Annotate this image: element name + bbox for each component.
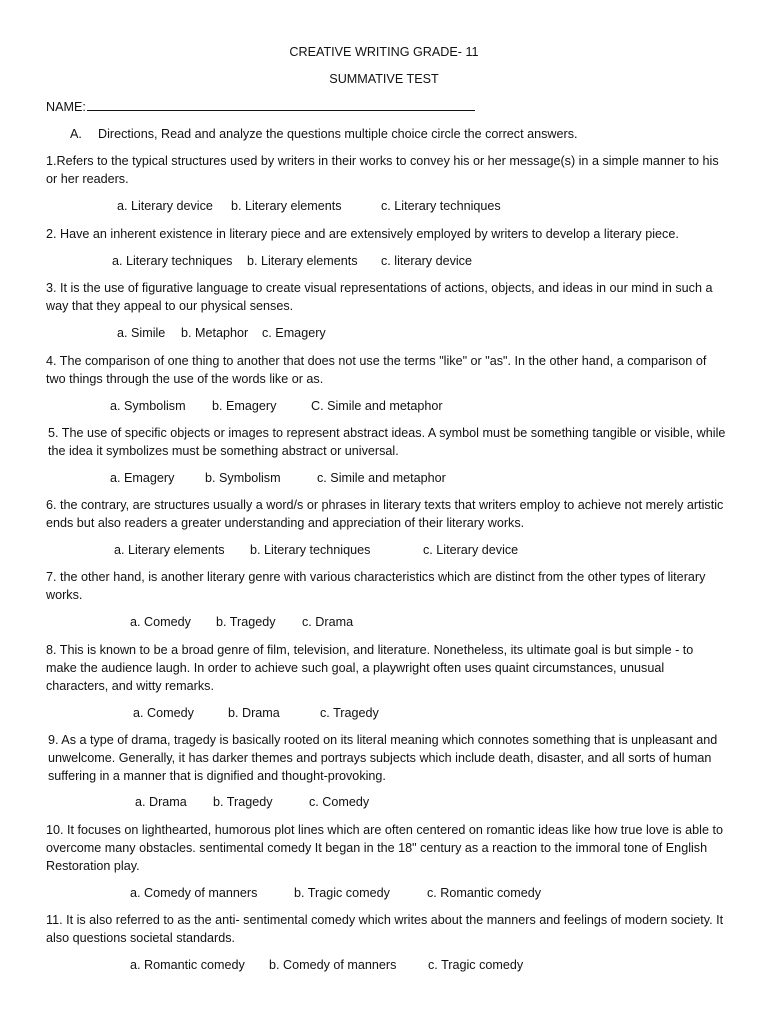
- directions-text: Directions, Read and analyze the questions multiple choice circle the correct answers.: [98, 127, 578, 141]
- choice-1a[interactable]: a. Literary device: [117, 199, 213, 213]
- question-3: 3. It is the use of figurative language to create visual representations of actions, objects, and ideas in our mind in such a way that they appeal to our physical senses.: [46, 281, 713, 313]
- choice-9c[interactable]: c. Comedy: [309, 795, 370, 809]
- name-label: NAME:: [46, 100, 86, 114]
- choice-8c[interactable]: c. Tragedy: [320, 706, 379, 720]
- question-6: 6. the contrary, are structures usually a word/s or phrases in literary texts that writers employ to achieve not merely artistic ends but also readers a greater understanding and appreciation of their literary works.: [46, 498, 724, 530]
- choice-4c[interactable]: C. Simile and metaphor: [311, 399, 443, 413]
- choice-4a[interactable]: a. Symbolism: [110, 399, 186, 413]
- question-8: 8. This is known to be a broad genre of film, television, and literature. Nonetheless, its ultimate goal is but simple - to make the audience laugh. In order to achieve such goal, a playwright often uses quaint circumstances, unusual characters, and witty remarks.: [46, 643, 694, 693]
- choice-6c[interactable]: c. Literary device: [423, 543, 519, 557]
- choice-11a[interactable]: a. Romantic comedy: [130, 958, 245, 972]
- document-subtitle: SUMMATIVE TEST: [329, 72, 439, 86]
- choice-2a[interactable]: a. Literary techniques: [112, 254, 233, 268]
- choice-7a[interactable]: a. Comedy: [130, 615, 191, 629]
- choice-9b[interactable]: b. Tragedy: [213, 795, 273, 809]
- document-title: CREATIVE WRITING GRADE- 11: [289, 45, 479, 59]
- choice-2b[interactable]: b. Literary elements: [247, 254, 358, 268]
- question-10: 10. It focuses on lighthearted, humorous plot lines which are often centered on romantic ideas like how true love is able to overcome many obstacles. sentimental comedy It began in the 18" century as a reaction to the immoral tone of English Restoration play.: [46, 823, 723, 873]
- choice-9a[interactable]: a. Drama: [135, 795, 187, 809]
- choice-5b[interactable]: b. Symbolism: [205, 471, 281, 485]
- directions-letter: A.: [70, 127, 82, 141]
- choice-4b[interactable]: b. Emagery: [212, 399, 277, 413]
- choice-11c[interactable]: c. Tragic comedy: [428, 958, 524, 972]
- question-9: 9. As a type of drama, tragedy is basically rooted on its literal meaning which connotes something that is unpleasant and unwelcome. Generally, it has darker themes and portrays subjects which include death, disaster, and all sorts of human suffering in a manner that is dignified and thought-provoking.: [48, 733, 718, 783]
- choice-3b[interactable]: b. Metaphor: [181, 326, 249, 340]
- question-2: 2. Have an inherent existence in literary piece and are extensively employed by writers to develop a literary piece.: [46, 227, 679, 241]
- question-11: 11. It is also referred to as the anti- sentimental comedy which writes about the manners and feelings of modern society. It also questions societal standards.: [46, 913, 724, 945]
- choice-1c[interactable]: c. Literary techniques: [381, 199, 501, 213]
- name-field: [46, 98, 475, 116]
- choice-7b[interactable]: b. Tragedy: [216, 615, 276, 629]
- question-7: 7. the other hand, is another literary genre with various characteristics which are distinct from the other types of literary works.: [46, 570, 706, 602]
- choice-5a[interactable]: a. Emagery: [110, 471, 175, 485]
- choice-8a[interactable]: a. Comedy: [133, 706, 194, 720]
- choice-10b[interactable]: b. Tragic comedy: [294, 886, 390, 900]
- choice-3a[interactable]: a. Simile: [117, 326, 166, 340]
- choice-3c[interactable]: c. Emagery: [262, 326, 326, 340]
- choice-10a[interactable]: a. Comedy of manners: [130, 886, 258, 900]
- choice-1b[interactable]: b. Literary elements: [231, 199, 342, 213]
- name-blank-line: [87, 98, 475, 111]
- choice-6b[interactable]: b. Literary techniques: [250, 543, 371, 557]
- choice-10c[interactable]: c. Romantic comedy: [427, 886, 542, 900]
- choice-6a[interactable]: a. Literary elements: [114, 543, 225, 557]
- question-4: 4. The comparison of one thing to another that does not use the terms "like" or "as". In the other hand, a comparison of two things through the use of the words like or as.: [46, 354, 707, 386]
- choice-5c[interactable]: c. Simile and metaphor: [317, 471, 446, 485]
- question-5: 5. The use of specific objects or images to represent abstract ideas. A symbol must be something tangible or visible, while the idea it symbolizes must be something abstract or universal.: [48, 426, 726, 458]
- choice-8b[interactable]: b. Drama: [228, 706, 280, 720]
- choice-11b[interactable]: b. Comedy of manners: [269, 958, 397, 972]
- question-1: 1.Refers to the typical structures used by writers in their works to convey his or her message(s) in a simple manner to his or her readers.: [46, 154, 719, 186]
- choice-2c[interactable]: c. literary device: [381, 254, 472, 268]
- directions: [70, 125, 578, 143]
- choice-7c[interactable]: c. Drama: [302, 615, 354, 629]
